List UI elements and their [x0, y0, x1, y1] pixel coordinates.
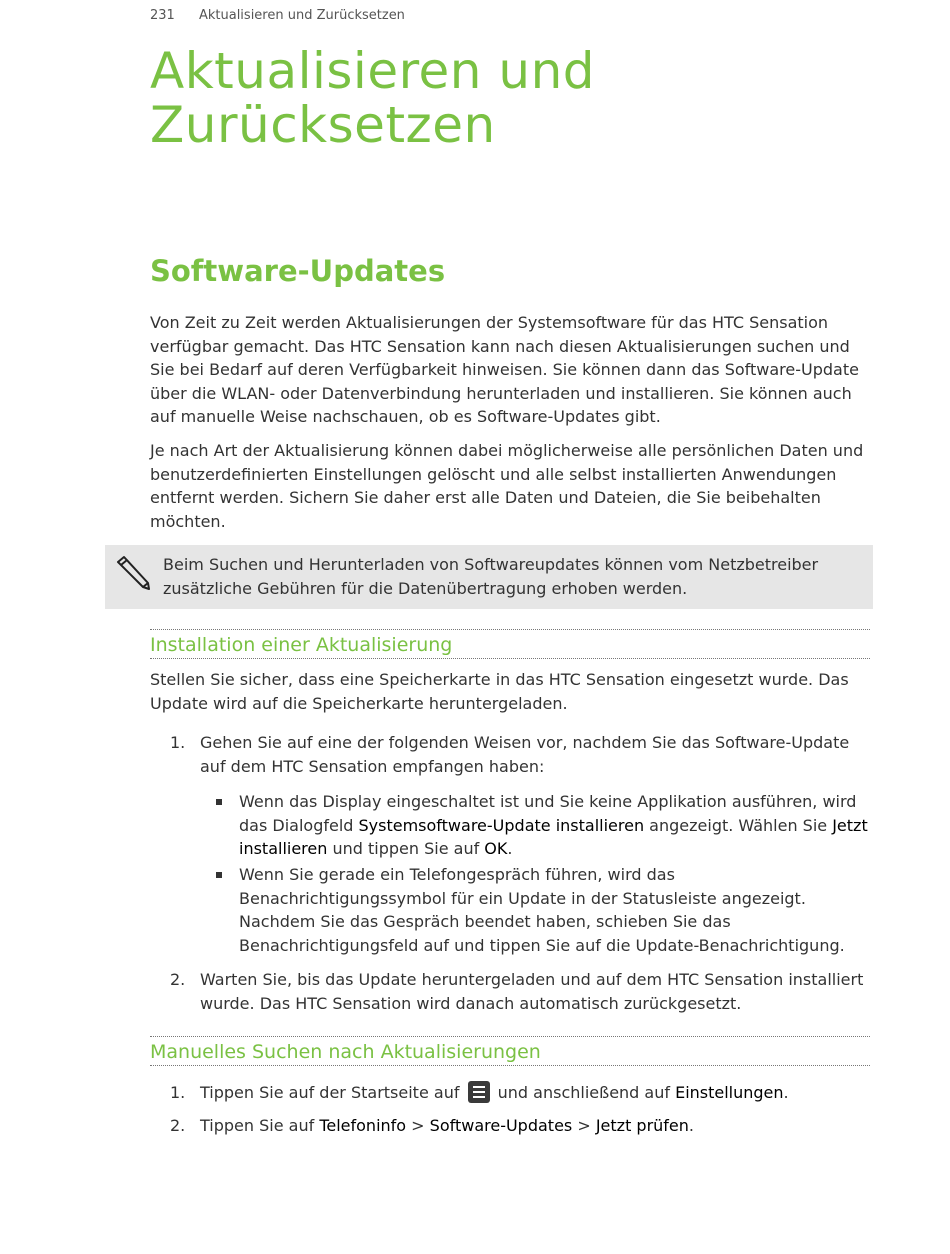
- subsection-installation: [150, 629, 870, 659]
- software-updates-label: Software-Updates: [429, 1116, 573, 1135]
- list-number: 1.: [170, 733, 186, 752]
- note-text: Beim Suchen und Herunterladen von Softwareupdates können vom Netzbetreiber zusätzliche Gebühren für die Datenübertragung erhoben werden.: [163, 555, 819, 598]
- list-text-part: Tippen Sie auf: [200, 1116, 320, 1135]
- bullet-item: [150, 790, 870, 861]
- list-item: [150, 1114, 870, 1138]
- running-header-chapter: Aktualisieren und Zurücksetzen: [198, 8, 405, 23]
- bullet-text: [239, 790, 870, 861]
- subsection-installation-title: Installation einer Aktualisierung: [150, 634, 453, 656]
- settings-label: Einstellungen: [675, 1083, 784, 1102]
- list-item: [150, 731, 870, 778]
- path-separator: >: [406, 1116, 430, 1135]
- list-number: 2.: [170, 970, 186, 989]
- intro-paragraph-1: Von Zeit zu Zeit werden Aktualisierungen der Systemsoftware für das HTC Sensation verfügbar gemacht. Das HTC Sensation kann nach diesen Aktualisierungen suchen und Sie bei Bedarf auf deren Verfügbarkeit hinweisen. Sie können dann das Software-Update über die WLAN- oder Datenverbindung herunterladen und installieren. Sie können auch auf manuelle Weise nachschauen, ob es Software-Updates gibt.: [150, 313, 859, 426]
- list-text-part: Tippen Sie auf der Startseite auf: [200, 1083, 465, 1102]
- section-title: Software-Updates: [150, 254, 446, 288]
- pencil-icon: [115, 555, 151, 591]
- path-separator: >: [572, 1116, 596, 1135]
- check-now-label: Jetzt prüfen: [595, 1116, 689, 1135]
- list-text-part: und anschließend auf: [492, 1083, 676, 1102]
- dialog-name: Systemsoftware-Update installieren: [358, 815, 645, 835]
- subsection-manual-title: Manuelles Suchen nach Aktualisierungen: [150, 1041, 541, 1063]
- intro-paragraph-2: Je nach Art der Aktualisierung können dabei möglicherweise alle persönlichen Daten und benutzerdefinierten Einstellungen gelöscht und alle selbst installierten Anwendungen entfernt werden. Sichern Sie daher erst alle Daten und Dateien, die Sie beibehalten möchten.: [150, 441, 864, 531]
- phone-info-label: Telefoninfo: [319, 1116, 407, 1135]
- chapter-title-line-1: Aktualisieren und: [150, 42, 595, 100]
- page-number: 231: [150, 8, 175, 23]
- chapter-title-line-2: Zurücksetzen: [150, 96, 496, 154]
- bullet-marker: [216, 872, 222, 878]
- list-item-text: [200, 1114, 870, 1138]
- list-item-text: [200, 1081, 870, 1105]
- bullet-text-part: Wenn das Display eingeschaltet ist und Sie keine Applikation ausführen, wird das Dialogfeld: [239, 792, 857, 835]
- install-now-label: Jetzt installieren: [239, 815, 868, 858]
- bullet-item: [150, 863, 870, 957]
- menu-icon: [468, 1081, 490, 1103]
- list-number: 1.: [170, 1083, 186, 1102]
- list-item: [150, 968, 870, 1015]
- bullet-text-part: und tippen Sie auf: [327, 839, 485, 858]
- installation-intro: Stellen Sie sicher, dass eine Speicherkarte in das HTC Sensation eingesetzt wurde. Das Update wird auf die Speicherkarte heruntergeladen.: [150, 670, 849, 713]
- list-text-part: .: [783, 1083, 789, 1102]
- list-item: [150, 1081, 870, 1105]
- list-text-part: .: [688, 1116, 695, 1135]
- bullet-text-part: .: [507, 839, 513, 858]
- bullet-text-part: angezeigt. Wählen Sie: [644, 815, 833, 835]
- note-box: [105, 545, 873, 609]
- ok-label: OK: [484, 839, 508, 858]
- bullet-marker: [216, 799, 222, 805]
- list-number: 2.: [170, 1116, 186, 1135]
- subsection-manual: [150, 1036, 870, 1066]
- running-header: [150, 8, 405, 23]
- chapter-title: [150, 44, 850, 152]
- list-item-text: Gehen Sie auf eine der folgenden Weisen vor, nachdem Sie das Software-Update auf dem HTC Sensation empfangen haben:: [200, 733, 850, 776]
- bullet-text: Wenn Sie gerade ein Telefongespräch führen, wird das Benachrichtigungssymbol für ein Update in der Statusleiste angezeigt. Nachdem Sie das Gespräch beendet haben, schieben Sie das Benachrichtigungsfeld auf und tippen Sie auf die Update-Benachrichtigung.: [239, 865, 845, 955]
- list-item-text: Warten Sie, bis das Update heruntergeladen und auf dem HTC Sensation installiert wurde. Das HTC Sensation wird danach automatisch zurückgesetzt.: [200, 970, 864, 1013]
